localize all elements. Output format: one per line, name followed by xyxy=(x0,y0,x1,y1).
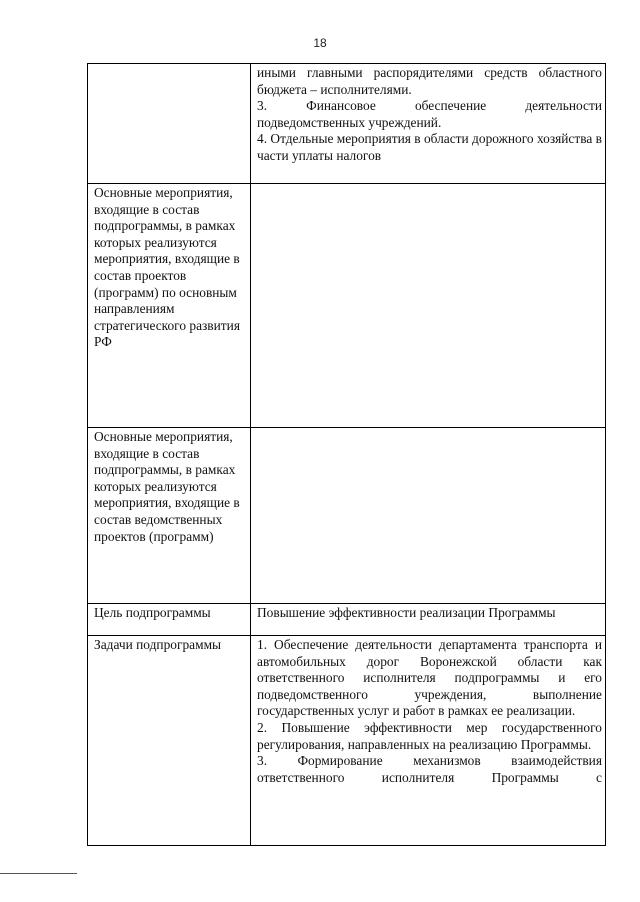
row-label-tasks: Задачи подпрограммы xyxy=(88,636,251,846)
content-paragraph: 4. Отдельные мероприятия в области дорожного хозяйства в части уплаты налогов xyxy=(257,131,602,163)
content-paragraph: 1. Обеспечение деятельности департамента транспорта и автомобильных дорог Воронежской области как ответственного исполнителя подпрограммы и его подведомственного учреждения, выполнение государственных услуг и работ в рамках ее реализации. xyxy=(257,637,602,719)
row-label-empty xyxy=(88,64,251,184)
row-label-strategic-projects: Основные мероприятия, входящие в состав подпрограммы, в рамках которых реализуются мероприятия, входящие в состав проектов (программ) по основным направлениям стратегического развития РФ xyxy=(88,184,251,428)
footnote-divider xyxy=(0,873,77,874)
content-paragraph: 2. Повышение эффективности мер государственного регулирования, направленных на реализацию Программы. xyxy=(257,719,602,752)
content-paragraph: 3. Формирование механизмов взаимодействия ответственного исполнителя Программы с xyxy=(257,753,602,785)
program-passport-table xyxy=(87,63,606,846)
table-row-departmental-projects xyxy=(88,428,606,604)
row-content-strategic-projects-empty xyxy=(251,184,606,428)
page-number: 18 xyxy=(313,36,327,50)
table-row-continuation xyxy=(88,64,606,184)
table-row-goal xyxy=(88,604,606,636)
content-paragraph: 3. Финансовое обеспечение деятельности подведомственных учреждений. xyxy=(257,98,602,130)
table-row-tasks xyxy=(88,636,606,846)
row-content-goal xyxy=(251,604,606,636)
row-label-departmental-projects: Основные мероприятия, входящие в состав подпрограммы, в рамках которых реализуются мероприятия, входящие в состав ведомственных проектов (программ) xyxy=(88,428,251,604)
row-content-departmental-projects-empty xyxy=(251,428,606,604)
content-paragraph: Повышение эффективности реализации Программы xyxy=(257,605,556,620)
row-content-tasks xyxy=(251,636,606,846)
table-row-strategic-projects xyxy=(88,184,606,428)
row-label-goal: Цель подпрограммы xyxy=(88,604,251,636)
content-paragraph: иными главными распорядителями средств областного бюджета – исполнителями. xyxy=(257,65,602,97)
row-content-continuation xyxy=(251,64,606,184)
